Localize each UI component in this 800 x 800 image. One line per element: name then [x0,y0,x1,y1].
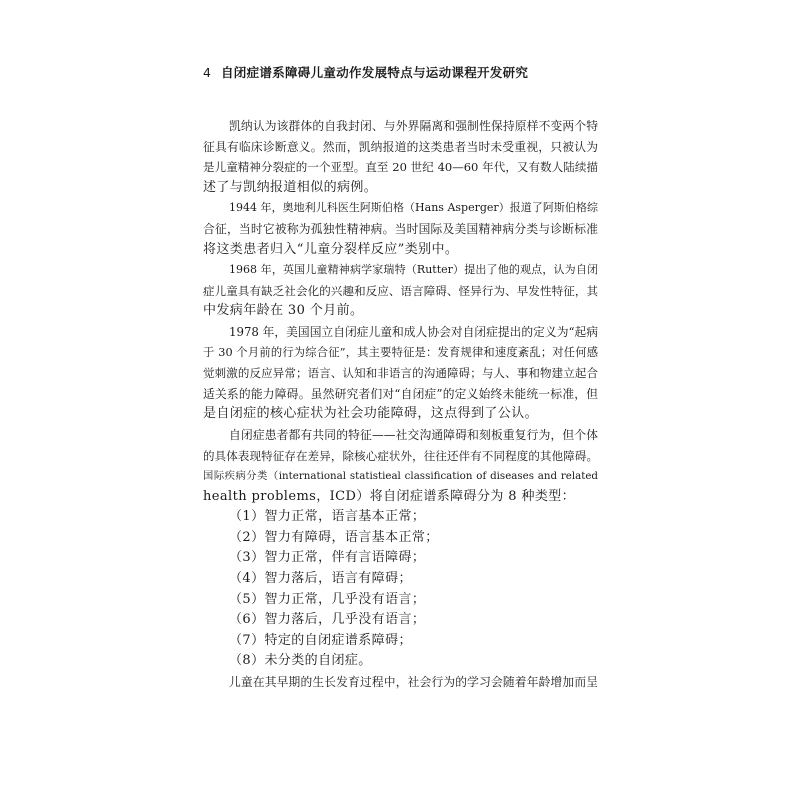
text-line: 觉刺激的反应异常；语言、认知和非语言的沟通障碍；与人、事和物建立起合 [203,366,598,381]
text-line: 的具体表现特征存在差异，除核心症状外，往往还伴有不同程度的其他障碍。 [203,448,598,463]
text-line: 国际疾病分类（international statistieal classification of diseases and related [203,470,598,483]
text-line: 述了与凯纳报道相似的病例。 [203,179,378,195]
text-line: 1968 年，英国儿童精神病学家瑞特（Rutter）提出了他的观点，认为自闭 [229,263,598,277]
text-line: 中发病年龄在 30 个月前。 [203,303,364,319]
text-line: 于 30 个月前的行为综合征”，其主要特征是：发育规律和速度紊乱；对任何感 [203,345,598,359]
text-line: 合征，当时它被称为孤独性精神病。当时国际及美国精神病分类与诊断标准 [203,221,598,236]
body-text [203,116,598,693]
text-line: health problems，ICD）将自闭症谱系障碍分为 8 种类型： [203,488,576,504]
text-line: 1978 年，美国国立自闭症儿童和成人协会对自闭症提出的定义为“起病 [229,324,598,339]
text-line: 将这类患者归入“儿童分裂样反应”类别中。 [203,241,459,257]
text-line: 儿童在其早期的生长发育过程中，社会行为的学习会随着年龄增加而呈 [229,675,598,690]
text-line: 是自闭症的核心症状为社会功能障碍，这点得到了公认。 [203,406,539,422]
list-item: （2）智力有障碍，语言基本正常； [229,529,439,545]
running-head [203,63,528,81]
list-item: （1）智力正常，语言基本正常； [229,509,426,525]
text-line: 是儿童精神分裂症的一个亚型。直至 20 世纪 40—60 年代，又有数人陆续描 [203,160,598,175]
text-line: 1944 年，奥地利儿科医生阿斯伯格（Hans Asperger）报道了阿斯伯格综 [229,201,598,215]
text-line: 征具有临床诊断意义。然而，凯纳报道的这类患者当时未受重视，只被认为 [203,139,598,154]
page-number: 4 [203,65,212,80]
list-item: （8）未分类的自闭症。 [229,653,372,669]
running-title: 自闭症谱系障碍儿童动作发展特点与运动课程开发研究 [221,65,529,80]
list-item: （6）智力落后，几乎没有语言； [229,612,426,628]
list-item: （7）特定的自闭症谱系障碍； [229,632,412,648]
list-item: （4）智力落后，语言有障碍； [229,571,412,587]
text-line: 自闭症患者都有共同的特征——社交沟通障碍和刻板重复行为，但个体 [229,427,598,442]
list-item: （3）智力正常，伴有言语障碍； [229,550,426,566]
text-line: 适关系的能力障碍。虽然研究者们对“自闭症”的定义始终未能统一标准，但 [203,386,598,401]
list-item: （5）智力正常，几乎没有语言； [229,591,426,607]
text-line: 症儿童具有缺乏社会化的兴趣和反应、语言障碍、怪异行为、早发性特征，其 [203,283,598,298]
text-line: 凯纳认为该群体的自我封闭、与外界隔离和强制性保持原样不变两个特 [229,119,598,133]
